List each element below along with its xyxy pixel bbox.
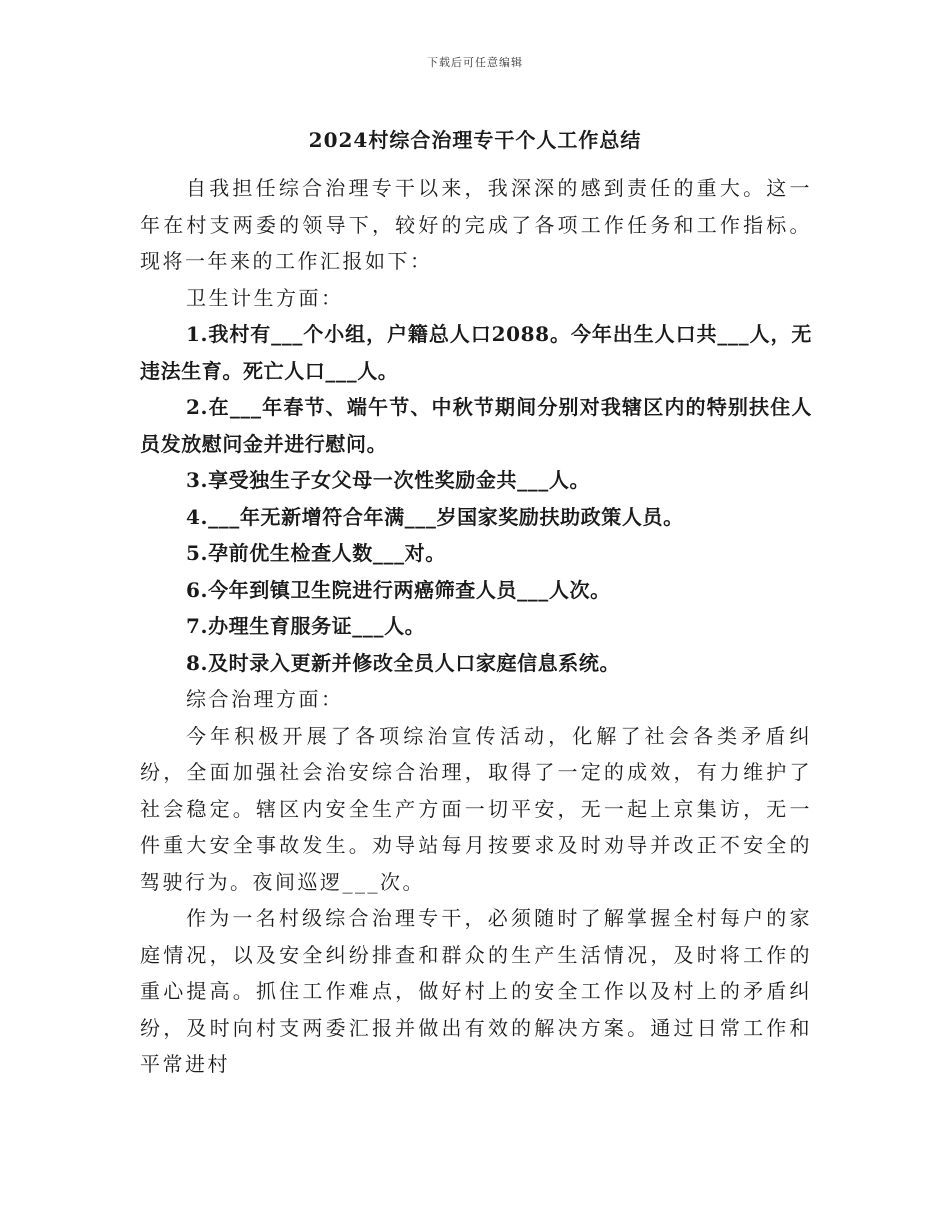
list-item-8: 8.及时录入更新并修改全员人口家庭信息系统。 — [186, 650, 621, 675]
list-item-7: 7.办理生育服务证___人。 — [186, 614, 426, 638]
list-item-1: 1.我村有___个小组，户籍总人口2088。今年出生人口共___人，无违法生育。死亡人口___人。 — [140, 322, 812, 383]
list-item-4: 4.___年无新增符合年满___岁国家奖励扶助政策人员。 — [186, 504, 684, 529]
paragraph-governance: 今年积极开展了各项综治宣传活动，化解了社会各类矛盾纠纷，全面加强社会治安综合治理，取得了一定的成效，有力维护了社会稳定。辖区内安全生产方面一切平安，无一起上京集访，无一件重大安全事故发生。劝导站每月按要求及时劝导并改正不安全的驾驶行为。夜间巡逻___次。 — [140, 723, 812, 894]
list-item-6: 6.今年到镇卫生院进行两癌筛查人员___人次。 — [186, 577, 611, 602]
paragraph-role: 作为一名村级综合治理专干，必须随时了解掌握全村每户的家庭情况，以及安全纠纷排查和群众的生产生活情况，及时将工作的重心提高。抓住工作难点，做好村上的安全工作以及村上的矛盾纠纷，及时向村支两委汇报并做出有效的解决方案。通过日常工作和平常进村 — [140, 906, 812, 1076]
list-item-5: 5.孕前优生检查人数___对。 — [186, 541, 446, 565]
list-item-3: 3.享受独生子女父母一次性奖励金共___人。 — [186, 468, 591, 492]
paragraph-intro: 自我担任综合治理专干以来，我深深的感到责任的重大。这一年在村支两委的领导下，较好的完成了各项工作任务和工作指标。现将一年来的工作汇报如下： — [140, 176, 812, 273]
document-body — [140, 170, 812, 1083]
list-item-2: 2.在___年春节、端午节、中秋节期间分别对我辖区内的特别扶住人员发放慰问金并进行慰问。 — [140, 395, 812, 456]
section-heading-health: 卫生计生方面： — [186, 285, 344, 310]
header-note: 下载后可任意编辑 — [427, 56, 523, 69]
section-heading-governance: 综合治理方面： — [186, 687, 344, 711]
document-title: 2024村综合治理专干个人工作总结 — [308, 128, 642, 152]
